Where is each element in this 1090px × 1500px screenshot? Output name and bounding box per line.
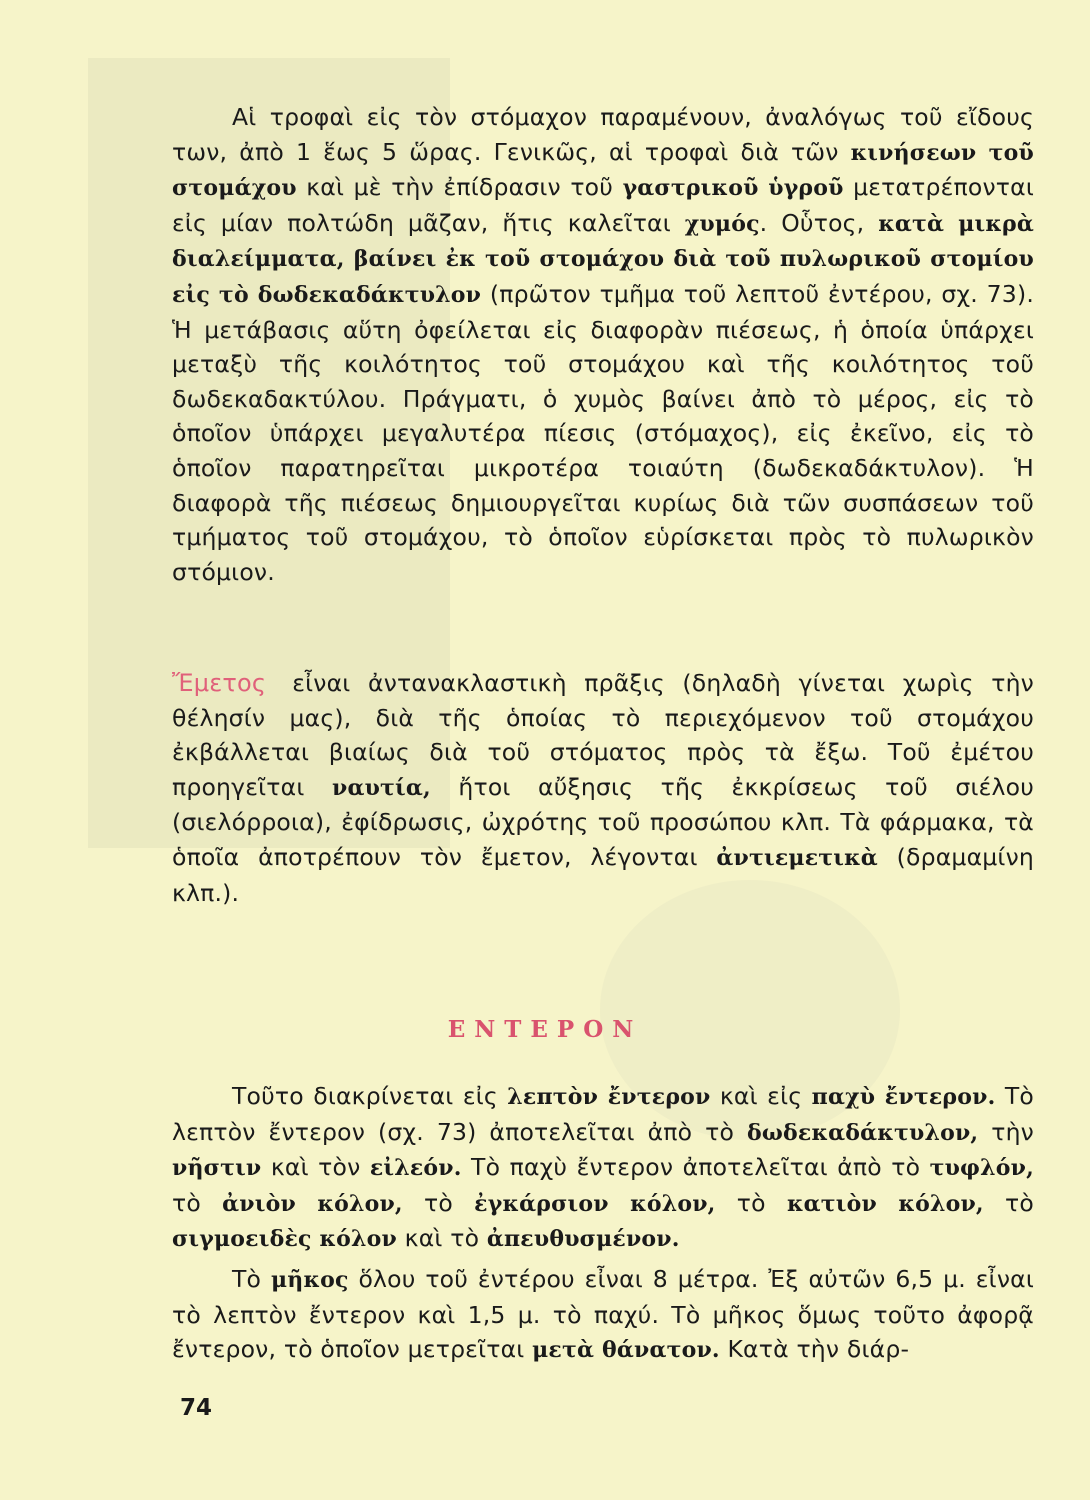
bold-term: δωδεκαδάκτυλον, [747,1119,979,1146]
emesis-term: Ἔμετος [172,669,267,697]
bold-term: γαστρικοῦ ὑγροῦ [622,175,844,202]
text: τὸ [715,1188,787,1217]
text: ἤτοι αὔξησις τῆς ἐκκρίσεως τοῦ σιέλου (σιελόρροια), ἐφίδρωσις, ὠχρότης τοῦ προσώπου κλπ. Τὰ φάρμακα, τὰ ὁποῖα ἀποτρέπουν τὸν ἔμετον, λέγονται [172,772,1034,871]
text: καὶ τὸ [397,1224,487,1253]
text: (πρῶτον τμῆμα τοῦ λεπτοῦ ἐντέρου, σχ. 73). Ἡ μετάβασις αὕτη ὀφείλεται εἰς διαφορὰν πιέσεως, ἡ ὁποία ὑπάρχει μεταξὺ τῆς κοιλότητος τοῦ στομάχου καὶ τῆς κοιλότητος τοῦ δωδεκαδακτύλου. Πράγματι, ὁ χυμὸς βαίνει ἀπὸ τὸ μέρος, εἰς τὸ ὁποῖον ὑπάρχει μεγαλυτέρα πίεσις (στόμαχος), εἰς ἐκεῖνο, εἰς τὸ ὁποῖον παρατηρεῖται μικροτέρα τοιαύτη (δωδεκαδάκτυλον). Ἡ διαφορὰ τῆς πιέσεως δημιουργεῖται κυρίως διὰ τῶν συσπάσεων τοῦ τμήματος τοῦ στομάχου, τὸ ὁποῖον εὑρίσκεται πρὸς τὸ πυλωρικὸν στόμιον. [172,279,1034,586]
text: Τὸ λεπτὸν ἔντερον (σχ. 73) ἀποτελεῖται ἀπὸ τὸ [172,1082,1034,1146]
text: εἶναι ἀντανακλαστικὴ πρᾶξις (δηλαδὴ γίνεται χωρὶς τὴν θέλησίν μας), διὰ τῆς ὁποίας τὸ περιεχόμενον τοῦ στομάχου ἐκβάλλεται βιαίως διὰ τοῦ στόματος πρὸς τὰ ἔξω. Τοῦ ἐμέτου προηγεῖται [172,669,1034,801]
bold-term: κατιὸν κόλον, [786,1190,984,1217]
bold-term: εἰλεόν. [369,1155,462,1182]
text: . Οὗτος, [759,208,879,237]
bold-term: μῆκος [270,1267,349,1293]
bold-term: κινήσεων τοῦ στομάχου [172,139,1034,202]
text: καὶ μὲ τὴν ἐπίδρασιν τοῦ [296,173,623,202]
section-heading-intestine: ΕΝΤΕΡΟΝ [447,1016,643,1043]
bold-term: μετὰ θάνατον. [532,1337,720,1364]
text: τὸ [402,1188,475,1217]
bold-term: χυμός [684,210,760,237]
bold-term: τυφλόν, [929,1155,1034,1182]
bold-term: ἀντιεμετικὰ [716,844,878,871]
paragraph-emesis [172,666,1034,910]
text: καὶ τὸν [261,1153,370,1182]
text: τὴν [978,1117,1034,1146]
paragraph-intestine-length [172,1262,1034,1368]
bold-term: ἀνιὸν κόλον, [222,1190,403,1217]
paragraph-stomach-digestion [172,100,1034,589]
text: Αἱ τροφαὶ εἰς τὸν στόμαχον παραμένουν, ἀναλόγως τοῦ εἴδους των, ἀπὸ 1 ἕως 5 ὥρας. Γενικῶς, αἱ τροφαὶ διὰ τῶν [172,103,1034,166]
bold-term: νῆστιν [172,1155,262,1182]
bold-term: ναυτία, [331,774,431,801]
text: καὶ εἰς [710,1082,812,1110]
text: Τὸ [232,1265,271,1293]
bold-term: παχὺ ἔντερον. [811,1084,996,1110]
bold-term: λεπτὸν ἔντερον [507,1084,711,1110]
bold-term: κατὰ μικρὰ διαλείμματα, βαίνει ἐκ τοῦ στομάχου διὰ τοῦ πυλωρικοῦ στομίου εἰς τὸ δωδεκαδάκτυλον [172,210,1035,308]
text: (δραμαμίνη κλπ.). [172,842,1034,907]
text: ὅλου τοῦ ἐντέρου εἶναι 8 μέτρα. Ἐξ αὐτῶν 6,5 μ. εἶναι τὸ λεπτὸν ἔντερον καὶ 1,5 μ. τὸ παχύ. Τὸ μῆκος ὅμως τοῦτο ἀφορᾷ ἔντερον, τὸ ὁποῖον μετρεῖται [172,1265,1034,1364]
paragraph-intestine-parts [172,1079,1034,1257]
text: Κατὰ τὴν διάρ- [719,1335,910,1364]
text: τὸ [172,1188,223,1217]
text: τὸ [983,1188,1034,1217]
text: Τὸ παχὺ ἔντερον ἀποτελεῖται ἀπὸ τὸ [461,1153,930,1182]
bold-term: σιγμοειδὲς κόλον [172,1226,398,1253]
text: Τοῦτο διακρίνεται εἰς [232,1082,508,1110]
text: μετατρέπονται εἰς μίαν πολτώδη μᾶζαν, ἥτις καλεῖται [172,173,1034,237]
bold-term: ἐγκάρσιον κόλον, [474,1190,716,1217]
page-number: 74 [180,1395,213,1421]
bold-term: ἀπευθυσμένον. [486,1226,680,1253]
